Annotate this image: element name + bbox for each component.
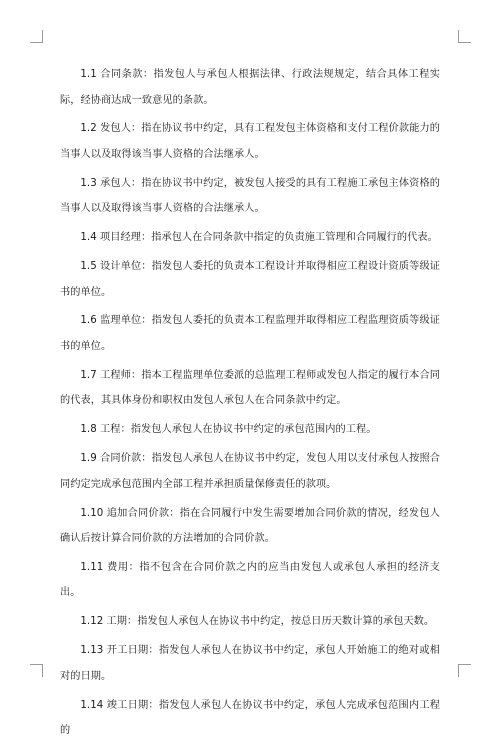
page-corner-mark-bottom-right <box>458 664 471 677</box>
paragraph-1-13: 1.13 开工日期：指发包人承包人在协议书中约定，承包人开始施工的绝对或相对的日期。 <box>60 645 440 682</box>
paragraph-1-10: 1.10 追加合同价款：指在合同履行中发生需要增加合同价款的情况，经发包人确认后按计算合同价款的方法增加的合同价款。 <box>60 507 440 545</box>
paragraph-1-9: 1.9 合同价款：指发包人承包人在协议书中约定，发包人用以支付承包人按照合同约定完成承包范围内全部工程并承担质量保修责任的款项。 <box>60 453 440 490</box>
paragraph-1-8: 1.8 工程：指发包人承包人在协议书中约定的承包范围内的工程。 <box>80 424 377 436</box>
document-body <box>60 62 440 747</box>
paragraph-1-12: 1.12 工期：指发包人承包人在协议书中约定，按总日历天数计算的承包天数。 <box>80 616 435 628</box>
paragraph-1-6: 1.6 监理单位：指发包人委托的负责本工程监理并取得相应工程监理资质等级证书的单位。 <box>60 315 440 352</box>
paragraph-1-4: 1.4 项目经理：指承包人在合同条款中指定的负责施工管理和合同履行的代表。 <box>80 232 438 244</box>
paragraph-1-3: 1.3 承包人：指在协议书中约定，被发包人接受的具有工程施工承包主体资格的当事人以及取得该当事人资格的合法继承人。 <box>60 177 440 215</box>
page-corner-mark-top-left <box>30 30 43 43</box>
paragraph-1-5: 1.5 设计单位：指发包人委托的负责本工程设计并取得相应工程设计资质等级证书的单位。 <box>60 261 440 298</box>
paragraph-1-7: 1.7 工程师：指本工程监理单位委派的总监理工程师或发包人指定的履行本合同的代表，其具体身份和职权由发包人承包人在合同条款中约定。 <box>60 369 440 407</box>
paragraph-1-14: 1.14 竣工日期：指发包人承包人在协议书中约定，承包人完成承包范围内工程的 <box>60 699 440 737</box>
page-corner-mark-top-right <box>458 30 471 43</box>
page-corner-mark-bottom-left <box>30 664 43 677</box>
paragraph-1-11: 1.11 费用：指不包含在合同价款之内的应当由发包人或承包人承担的经济支出。 <box>60 561 440 599</box>
paragraph-1-2: 1.2 发包人：指在协议书中约定，具有工程发包主体资格和支付工程价款能力的当事人以及取得该当事人资格的合法继承人。 <box>60 123 440 160</box>
paragraph-1-1: 1.1 合同条款：指发包人与承包人根据法律、行政法规规定，结合具体工程实际，经协商达成一致意见的条款。 <box>60 69 440 106</box>
